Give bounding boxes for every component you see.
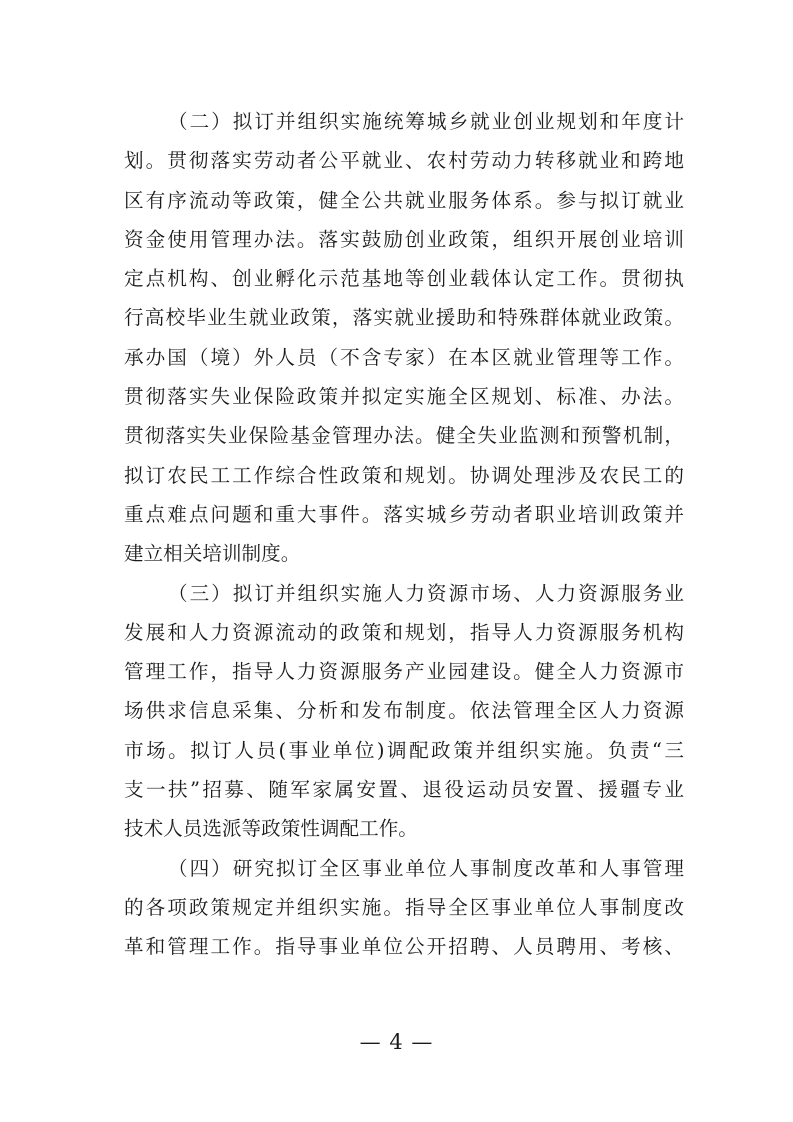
page-number: — 4 — — [359, 1030, 434, 1054]
text-line: 定点机构、创业孵化示范基地等创业载体认定工作。贯彻执 — [124, 267, 684, 291]
text-line: 支一扶”招募、随军家属安置、退役运动员安置、援疆专业 — [124, 778, 684, 802]
text-line: 贯彻落实失业保险基金管理办法。健全失业监测和预警机制， — [124, 424, 684, 448]
text-line: 革和管理工作。指导事业单位公开招聘、人员聘用、考核、 — [124, 935, 684, 959]
text-line: （三）拟订并组织实施人力资源市场、人力资源服务业 — [168, 581, 684, 605]
text-line: 管理工作，指导人力资源服务产业园建设。健全人力资源市 — [124, 660, 684, 684]
text-line: 贯彻落实失业保险政策并拟定实施全区规划、标准、办法。 — [124, 385, 684, 409]
text-line: 拟订农民工工作综合性政策和规划。协调处理涉及农民工的 — [124, 463, 684, 487]
text-line: 划。贯彻落实劳动者公平就业、农村劳动力转移就业和跨地 — [124, 149, 684, 173]
text-line: 区有序流动等政策，健全公共就业服务体系。参与拟订就业 — [124, 188, 684, 212]
text-line: （四）研究拟订全区事业单位人事制度改革和人事管理 — [168, 856, 684, 880]
paragraph-3 — [124, 574, 684, 849]
text-line: 建立相关培训制度。 — [124, 542, 301, 566]
document-body — [124, 102, 684, 967]
paragraph-2 — [124, 102, 684, 574]
text-line: 重点难点问题和重大事件。落实城乡劳动者职业培训政策并 — [124, 502, 684, 526]
text-line: 行高校毕业生就业政策，落实就业援助和特殊群体就业政策。 — [124, 306, 684, 330]
text-line: 承办国（境）外人员（不含专家）在本区就业管理等工作。 — [124, 345, 684, 369]
text-line: 发展和人力资源流动的政策和规划，指导人力资源服务机构 — [124, 620, 684, 644]
text-line: （二）拟订并组织实施统筹城乡就业创业规划和年度计 — [168, 110, 684, 133]
text-line: 资金使用管理办法。落实鼓励创业政策，组织开展创业培训 — [124, 227, 684, 251]
text-line: 场供求信息采集、分析和发布制度。依法管理全区人力资源 — [124, 699, 684, 723]
text-line: 的各项政策规定并组织实施。指导全区事业单位人事制度改 — [124, 895, 684, 919]
paragraph-4 — [124, 849, 684, 967]
text-line: 市场。拟订人员(事业单位)调配政策并组织实施。负责“三 — [124, 738, 684, 762]
text-line: 技术人员选派等政策性调配工作。 — [124, 817, 418, 841]
